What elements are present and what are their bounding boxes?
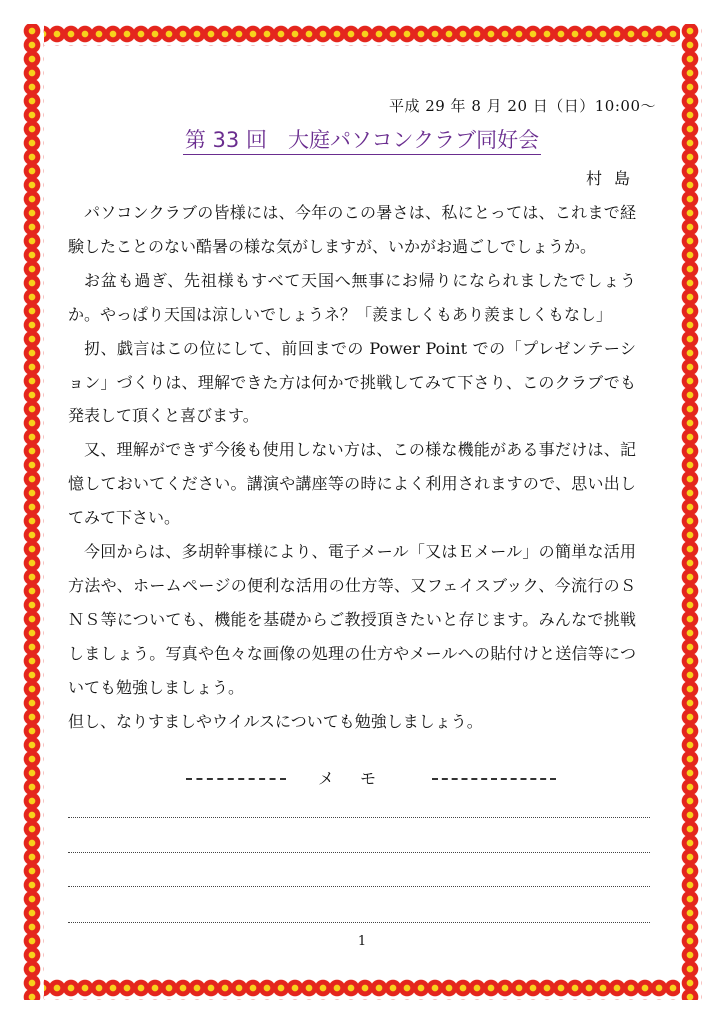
letter-body — [68, 196, 636, 739]
meeting-date: 平成 29 年 8 月 20 日（日）10:00～ — [388, 97, 656, 115]
flower-border-bottom — [22, 978, 702, 1000]
memo-label: メモ — [318, 769, 403, 788]
memo-dash-right — [432, 778, 556, 780]
memo-header — [0, 766, 724, 788]
paragraph: 但し、なりすましやウイルスについても勉強しましょう。 — [68, 711, 483, 731]
memo-line — [68, 886, 650, 887]
paragraph: 今回からは、多胡幹事様により、電子メール「又はＥメール」の簡単な活用方法や、ホームページの便利な活用の仕方等、又フェイスブック、今流行のＳＮＳ等についても、機能を基礎からご教授頂きたいと存じます。みんなで挑戦しましょう。写真や色々な画像の処理の仕方やメールへの貼付けと送信等についても勉強しましょう。 — [68, 542, 636, 697]
memo-line — [68, 922, 650, 923]
flower-border-left — [22, 24, 44, 1000]
page-title-text: 第 33 回 大庭パソコンクラブ同好会 — [183, 128, 541, 155]
memo-line — [68, 817, 650, 818]
paragraph: 扨、戯言はこの位にして、前回までの Power Point での「プレゼンテーション」づくりは、理解できた方は何かで挑戦してみて下さり、このクラブでも発表して頂くと喜びます。 — [68, 338, 636, 426]
memo-dash-left — [186, 778, 286, 780]
paragraph: 又、理解ができず今後も使用しない方は、この様な機能がある事だけは、記憶しておいてください。講演や講座等の時によく利用されますので、思い出してみて下さい。 — [68, 440, 636, 528]
flower-border-top — [22, 24, 702, 46]
page-number: 1 — [357, 934, 367, 949]
author-name: 村島 — [585, 169, 642, 188]
flower-border-right — [680, 24, 702, 1000]
paragraph: お盆も過ぎ、先祖様もすべて天国へ無事にお帰りになられましたでしょうか。やっぱり天国は涼しいでしょうネ？「羨ましくもあり羨ましくもなし」 — [68, 270, 636, 324]
page-title — [0, 124, 724, 154]
paragraph: パソコンクラブの皆様には、今年のこの暑さは、私にとっては、これまで経験したことのない酷暑の様な気がしますが、いかがお過ごしでしょうか。 — [68, 203, 636, 256]
memo-line — [68, 852, 650, 853]
